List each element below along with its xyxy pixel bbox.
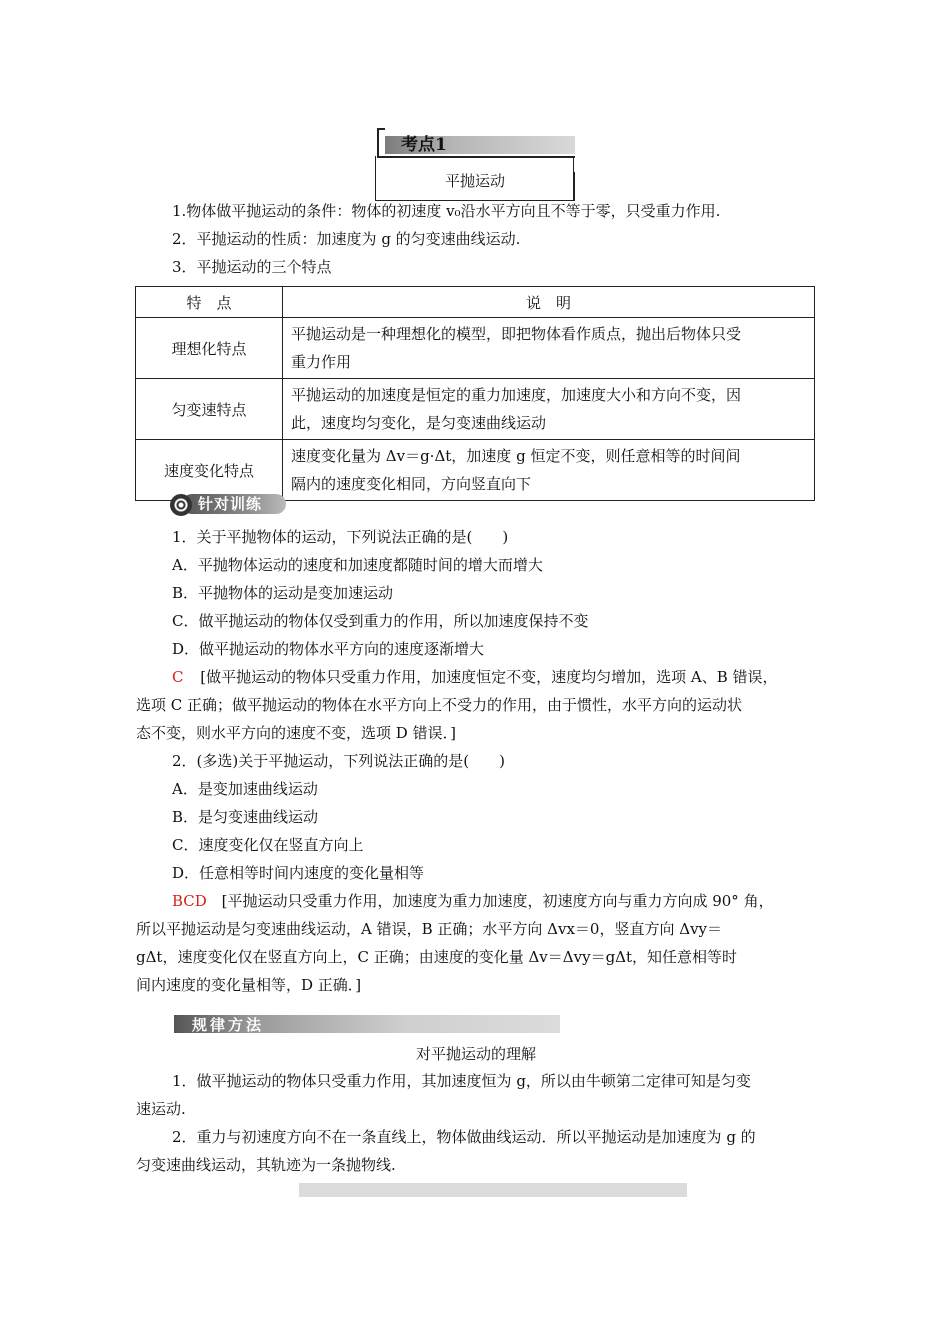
q2-stem: 2．(多选)关于平抛运动，下列说法正确的是( ) — [172, 752, 505, 770]
table-header-desc: 说 明 — [283, 287, 815, 318]
q2-option-d: D．任意相等时间内速度的变化量相等 — [172, 864, 425, 882]
q1-answer: C — [172, 668, 184, 686]
bottom-divider-bar — [299, 1183, 687, 1197]
table-header-feature: 特 点 — [136, 287, 283, 318]
table-header-row — [136, 287, 815, 318]
desc-line: 此，速度均匀变化，是匀变速曲线运动 — [291, 414, 547, 432]
heading-title: 平抛运动 — [444, 172, 505, 190]
intro-line-3: 3．平抛运动的三个特点 — [172, 258, 332, 276]
features-table — [135, 286, 815, 501]
q1-stem: 1．关于平抛物体的运动，下列说法正确的是( ) — [172, 528, 509, 546]
training-badge — [170, 494, 286, 514]
q2-option-c: C．速度变化仅在竖直方向上 — [172, 836, 364, 854]
heading-bottom-rule — [377, 156, 575, 158]
q2-explain-3: gΔt，速度变化仅在竖直方向上，C 正确；由速度的变化量 Δv＝Δvy＝gΔt，知任意相等时 — [136, 948, 738, 966]
intro-line-1: 1.物体做平抛运动的条件：物体的初速度 v₀沿水平方向且不等于零，只受重力作用. — [172, 202, 721, 220]
desc-line: 隔内的速度变化相同，方向竖直向下 — [291, 475, 532, 493]
method-badge-label: 规律方法 — [192, 1016, 265, 1034]
table-row — [136, 379, 815, 440]
table-cell-feature: 理想化特点 — [136, 318, 283, 379]
desc-line: 平抛运动的加速度是恒定的重力加速度，加速度大小和方向不变，因 — [291, 386, 742, 404]
method-line-1: 1．做平抛运动的物体只受重力作用，其加速度恒为 g，所以由牛顿第二定律可知是匀变 — [172, 1072, 751, 1090]
heading-label: 考点1 — [401, 135, 447, 155]
q2-explain-text: [平抛运动只受重力作用，加速度为重力加速度，初速度方向与重力方向成 90° 角， — [221, 892, 774, 910]
table-cell-feature: 速度变化特点 — [136, 440, 283, 501]
intro-line-2: 2．平抛运动的性质：加速度为 g 的匀变速曲线运动. — [172, 230, 521, 248]
q1-option-a: A．平抛物体运动的速度和加速度都随时间的增大而增大 — [172, 556, 543, 574]
training-badge-label: 针对训练 — [198, 495, 263, 513]
target-icon — [170, 494, 192, 516]
q1-explain-text: [做平抛运动的物体只受重力作用，加速度恒定不变，速度均匀增加，选项 A、B 错误， — [200, 668, 778, 686]
method-badge — [174, 1012, 560, 1036]
q1-explain-2: 选项 C 正确；做平抛运动的物体在水平方向上不受力的作用，由于惯性，水平方向的运动状 — [136, 696, 743, 714]
method-title: 对平抛运动的理解 — [415, 1045, 536, 1063]
q2-answer: BCD — [172, 892, 207, 910]
desc-line: 平抛运动是一种理想化的模型，即把物体看作质点，抛出后物体只受 — [291, 325, 742, 343]
table-cell-desc — [283, 318, 815, 379]
q2-explain-4: 间内速度的变化量相等，D 正确．] — [136, 976, 362, 994]
q1-explain-3: 态不变，则水平方向的速度不变，选项 D 错误．] — [136, 724, 456, 742]
table-row — [136, 318, 815, 379]
method-line-4: 匀变速曲线运动，其轨迹为一条抛物线. — [136, 1156, 396, 1174]
desc-line: 重力作用 — [291, 353, 352, 371]
heading-top-rule — [377, 128, 385, 130]
table-cell-desc — [283, 379, 815, 440]
q2-explain-2: 所以平抛运动是匀变速曲线运动，A 错误，B 正确；水平方向 Δvx＝0，竖直方向 Δvy＝ — [136, 920, 723, 938]
q1-option-d: D．做平抛运动的物体水平方向的速度逐渐增大 — [172, 640, 485, 658]
desc-line: 速度变化量为 Δv＝g·Δt，加速度 g 恒定不变，则任意相等的时间间 — [291, 447, 741, 465]
q2-explain-1 — [172, 891, 852, 911]
q1-explain-1 — [172, 667, 852, 687]
heading-left-rule — [377, 128, 379, 156]
q2-option-b: B．是匀变速曲线运动 — [172, 808, 319, 826]
table-cell-feature: 匀变速特点 — [136, 379, 283, 440]
table-cell-desc — [283, 440, 815, 501]
q1-option-c: C．做平抛运动的物体仅受到重力的作用，所以加速度保持不变 — [172, 612, 589, 630]
q1-option-b: B．平抛物体的运动是变加速运动 — [172, 584, 394, 602]
method-line-2: 速运动. — [136, 1100, 186, 1118]
method-line-3: 2．重力与初速度方向不在一条直线上，物体做曲线运动．所以平抛运动是加速度为 g 的 — [172, 1128, 756, 1146]
section-heading — [375, 128, 575, 202]
q2-option-a: A．是变加速曲线运动 — [172, 780, 318, 798]
table-row — [136, 440, 815, 501]
